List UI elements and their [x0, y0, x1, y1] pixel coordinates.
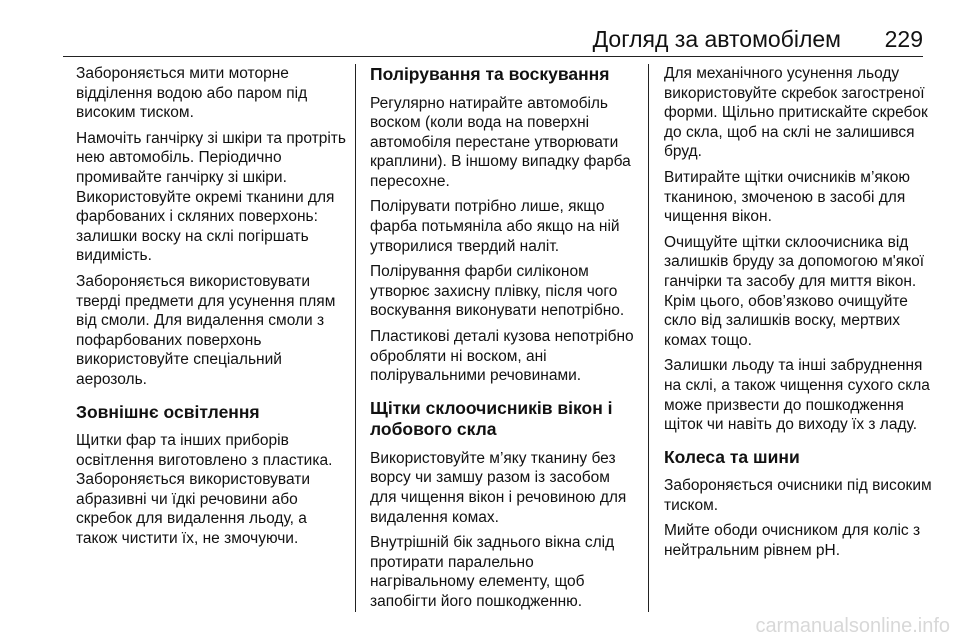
paragraph: Щитки фар та інших приборів освітлення виготовлено з пластика. Забороняється використовувати абразивні чи їдкі речовини або скребок для видалення льоду, а також чистити їх, не змочуючи. [76, 432, 333, 547]
column-divider-1 [355, 64, 356, 612]
column-3 [664, 64, 934, 567]
paragraph: Полірувати потрібно лише, якщо фарба потьмяніла або якщо на ній утворилися твердий наліт. [370, 198, 620, 255]
paragraph: Забороняється очисники під високим тиском. [664, 477, 932, 514]
paragraph: Пластикові деталі кузова непотрібно обробляти ні воском, ані полірувальними речовинами. [370, 328, 634, 385]
section-heading: Колеса та шини [664, 446, 800, 467]
paragraph: Забороняється використовувати тверді предмети для усунення плям від смоли. Для видалення смоли з пофарбованих поверхонь використовуйте спеціальний аерозоль. [76, 272, 336, 388]
column-1 [76, 64, 346, 555]
paragraph: Полірування фарби силіконом утворює захисну плівку, після чого воскування виконувати непотрібно. [370, 263, 625, 320]
section-heading: Щітки склоочисників вікон і лобового скла [370, 397, 613, 440]
header-rule [63, 56, 923, 57]
paragraph: Намочіть ганчірку зі шкіри та протріть нею автомобіль. Періодично промивайте ганчірку зі шкіри. Використовуйте окремі тканини для фарбованих і скляних поверхонь: залишки воску на склі погіршать видимість. [76, 129, 346, 265]
page-number: 229 [884, 26, 923, 52]
column-divider-2 [648, 64, 649, 612]
page-title: Догляд за автомобілем [592, 26, 841, 52]
paragraph: Витирайте щітки очисників м’якою тканиною, змоченою в засобі для чищення вікон. [664, 168, 910, 226]
watermark: carmanualsonline.info [755, 615, 950, 637]
section-heading: Полірування та воскування [370, 64, 610, 84]
paragraph: Забороняється мити моторне відділення водою або паром під високим тиском. [76, 65, 308, 122]
paragraph: Використовуйте м’яку тканину без ворсу чи замшу разом із засобом для чищення вікон і речовиною для видалення комах. [370, 449, 627, 526]
paragraph: Внутрішній бік заднього вікна слід протирати паралельно нагрівальному елементу, щоб запобігти його пошкодженню. [370, 534, 615, 610]
paragraph: Залишки льоду та інші забруднення на склі, а також чищення сухого скла може призвести до пошкодження щіток чи навіть до виходу їх з ладу. [664, 357, 930, 434]
section-heading: Зовнішнє освітлення [76, 401, 260, 422]
paragraph: Мийте ободи очисником для коліс з нейтральним рівнем pH. [664, 522, 921, 559]
paragraph: Для механічного усунення льоду використовуйте скребок загостреної форми. Щільно притискайте скребок до скла, щоб на склі не залишився бруд. [664, 65, 928, 161]
paragraph: Регулярно натирайте автомобіль воском (коли вода на поверхні автомобіля перестане утворювати краплини). В іншому випадку фарба пересохне. [370, 94, 631, 190]
paragraph: Очищуйте щітки склоочисника від залишків бруду за допомогою м'якої ганчірки та засобу для миття вікон. Крім цього, обов’язково очищуйте скло від залишків воску, мертвих комах тощо. [664, 233, 925, 349]
page-header [63, 24, 923, 56]
column-2 [370, 64, 640, 618]
